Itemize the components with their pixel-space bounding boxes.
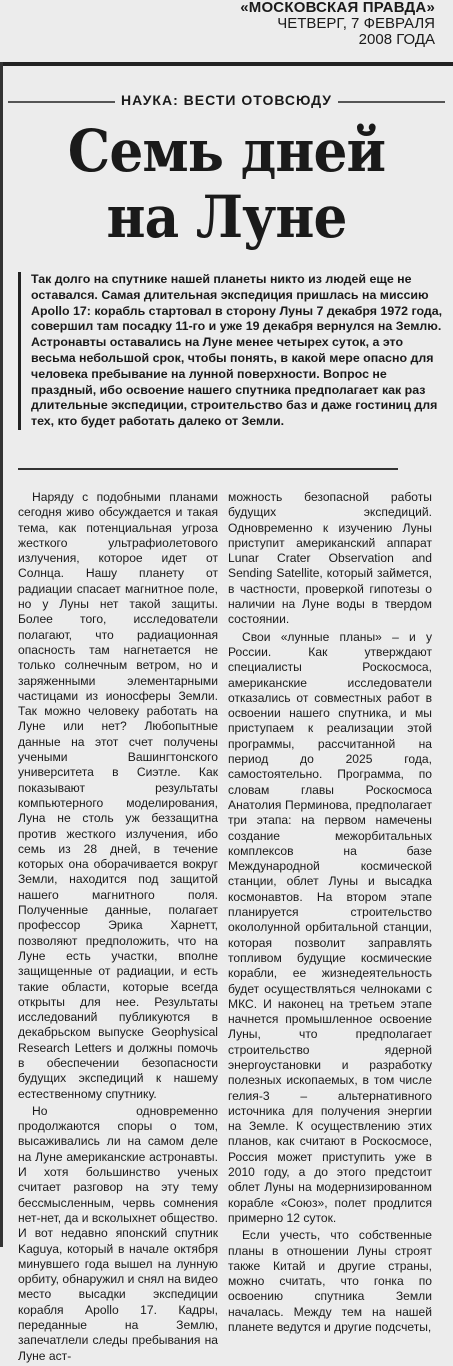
newspaper-name: «МОСКОВСКАЯ ПРАВДА» (240, 0, 435, 16)
top-rule (0, 62, 453, 66)
title-line-2: на Луне (106, 183, 347, 251)
section-rubric (0, 92, 453, 108)
paragraph: можность безопасной работы будущих экспедиций. Одновременно к изучению Луны приступит американский аппарат Lunar Crater Observation and Sending Satellite, который займется, в частности, проверкой гипотезы о наличии на Луне воды в твердом состоянии. (228, 490, 432, 627)
paragraph: Если учесть, что собственные планы в отношении Луны строят также Китай и другие страны, можно считать, что гонка по освоению спутника Земли началась. Между тем на нашей планете ведутся и другие подсчеты, (228, 1228, 432, 1335)
masthead (195, 0, 435, 47)
title-line-1: Семь дней (67, 117, 386, 185)
issue-year: 2008 ГОДА (358, 30, 435, 48)
column-right (228, 490, 432, 1337)
article-lead: Так долго на спутнике нашей планеты никто из людей еще не оставался. Самая длительная экспедиция пришлась на миссию Apollo 17: корабль стартовал в сторону Луны 7 декабря 1972 года, совершил там посадку 11-го и уже 19 декабря вернулся на Землю. Астронавты оставались на Луне менее четырех суток, а это весьма небольшой срок, чтобы понять, в какой мере опасно для человека пребывание на лунной поверхности. Вопрос не праздный, ибо освоение нашего спутника предполагает как раз длительные экспедиции, строительство баз и даже гостиниц для тех, кто будет работать далеко от Земли. (18, 272, 443, 430)
rubric-text: НАУКА: ВЕСТИ ОТОВСЮДУ (115, 92, 338, 108)
issue-date: ЧЕТВЕРГ, 7 ФЕВРАЛЯ (277, 14, 435, 32)
lead-divider (18, 468, 398, 470)
column-left (18, 490, 218, 1366)
left-rule (0, 62, 3, 1247)
paragraph: Свои «лунные планы» – и у России. Как утверждают специалисты Роскосмоса, американские исследователи отказались от совместных работ в освоении нашего спутника, и мы приступаем к реализации этой программы, рассчитанной на период до 2025 года, самостоятельно. Программа, по словам главы Роскосмоса Анатолия Перминова, предполагает три этапа: на первом намечены создание межорбитальных комплексов на базе Международной космической станции, облет Луны и высадка космонавтов. На втором этапе планируется строительство окололунной орбитальной станции, которая позволит заправлять топливом будущие космические корабли, ее жизнедеятельность будет осуществляться челноками с МКС. И наконец на третьем этапе начнется промышленное освоение Луны, что предполагает строительство ядерной энергоустановки и разработку полезных ископаемых, в том числе гелия-3 – альтернативного источника для получения энергии на Земле. К осуществлению этих планов, как считают в Роскосмосе, Россия может приступить уже в 2010 году, а до этого предстоит облет Луны на модернизированном корабле «Союз», полет продлится примерно 12 суток. (228, 629, 432, 1225)
paragraph: Наряду с подобными планами сегодня живо обсуждается и такая тема, как потенциальная угроза жесткого ультрафиолетового излучения, которое идет от Солнца. Нашу планету от радиации спасает магнитное поле, но у Луны нет такой защиты. Более того, исследователи полагают, что радиационная опасность там нагнетается не только солнечным ветром, но и заряженными элементарными частицами из ионосферы Земли. Так можно человеку работать на Луне или нет? Любопытные данные на этот счет получены учеными Вашингтонского университета в Сиэтле. Как показывают результаты компьютерного моделирования, Луна не столь уж беззащитна против жесткого излучения, ибо семь из 28 дней, в течение которых она оборачивается вокруг Земли, находится под защитой нашего магнитного поля. Полученные данные, полагает профессор Эрика Харнетт, позволяют предположить, что на Луне есть участки, вполне защищенные от радиации, и есть такие области, которые всегда открыты для нее. Результаты исследований публикуются в декабрьском выпуске Geophysical Research Letters и должны помочь в обеспечении безопасности будущих экспедиций к нашему естественному спутнику. (18, 490, 218, 1101)
paragraph: Но одновременно продолжаются споры о том, высаживались ли на самом деле на Луне американские астронавты. И хотя большинство ученых считает разговор на эту тему бессмысленным, червь сомнения нет-нет, да и всколыхнет общество. И вот недавно японский спутник Kaguya, который в начале октября минувшего года вышел на лунную орбиту, обнаружил и снял на видео место высадки экспедиции корабля Apollo 17. Кадры, переданные на Землю, запечатлели следы пребывания на Луне аст- (18, 1103, 218, 1363)
article-title (18, 118, 435, 250)
